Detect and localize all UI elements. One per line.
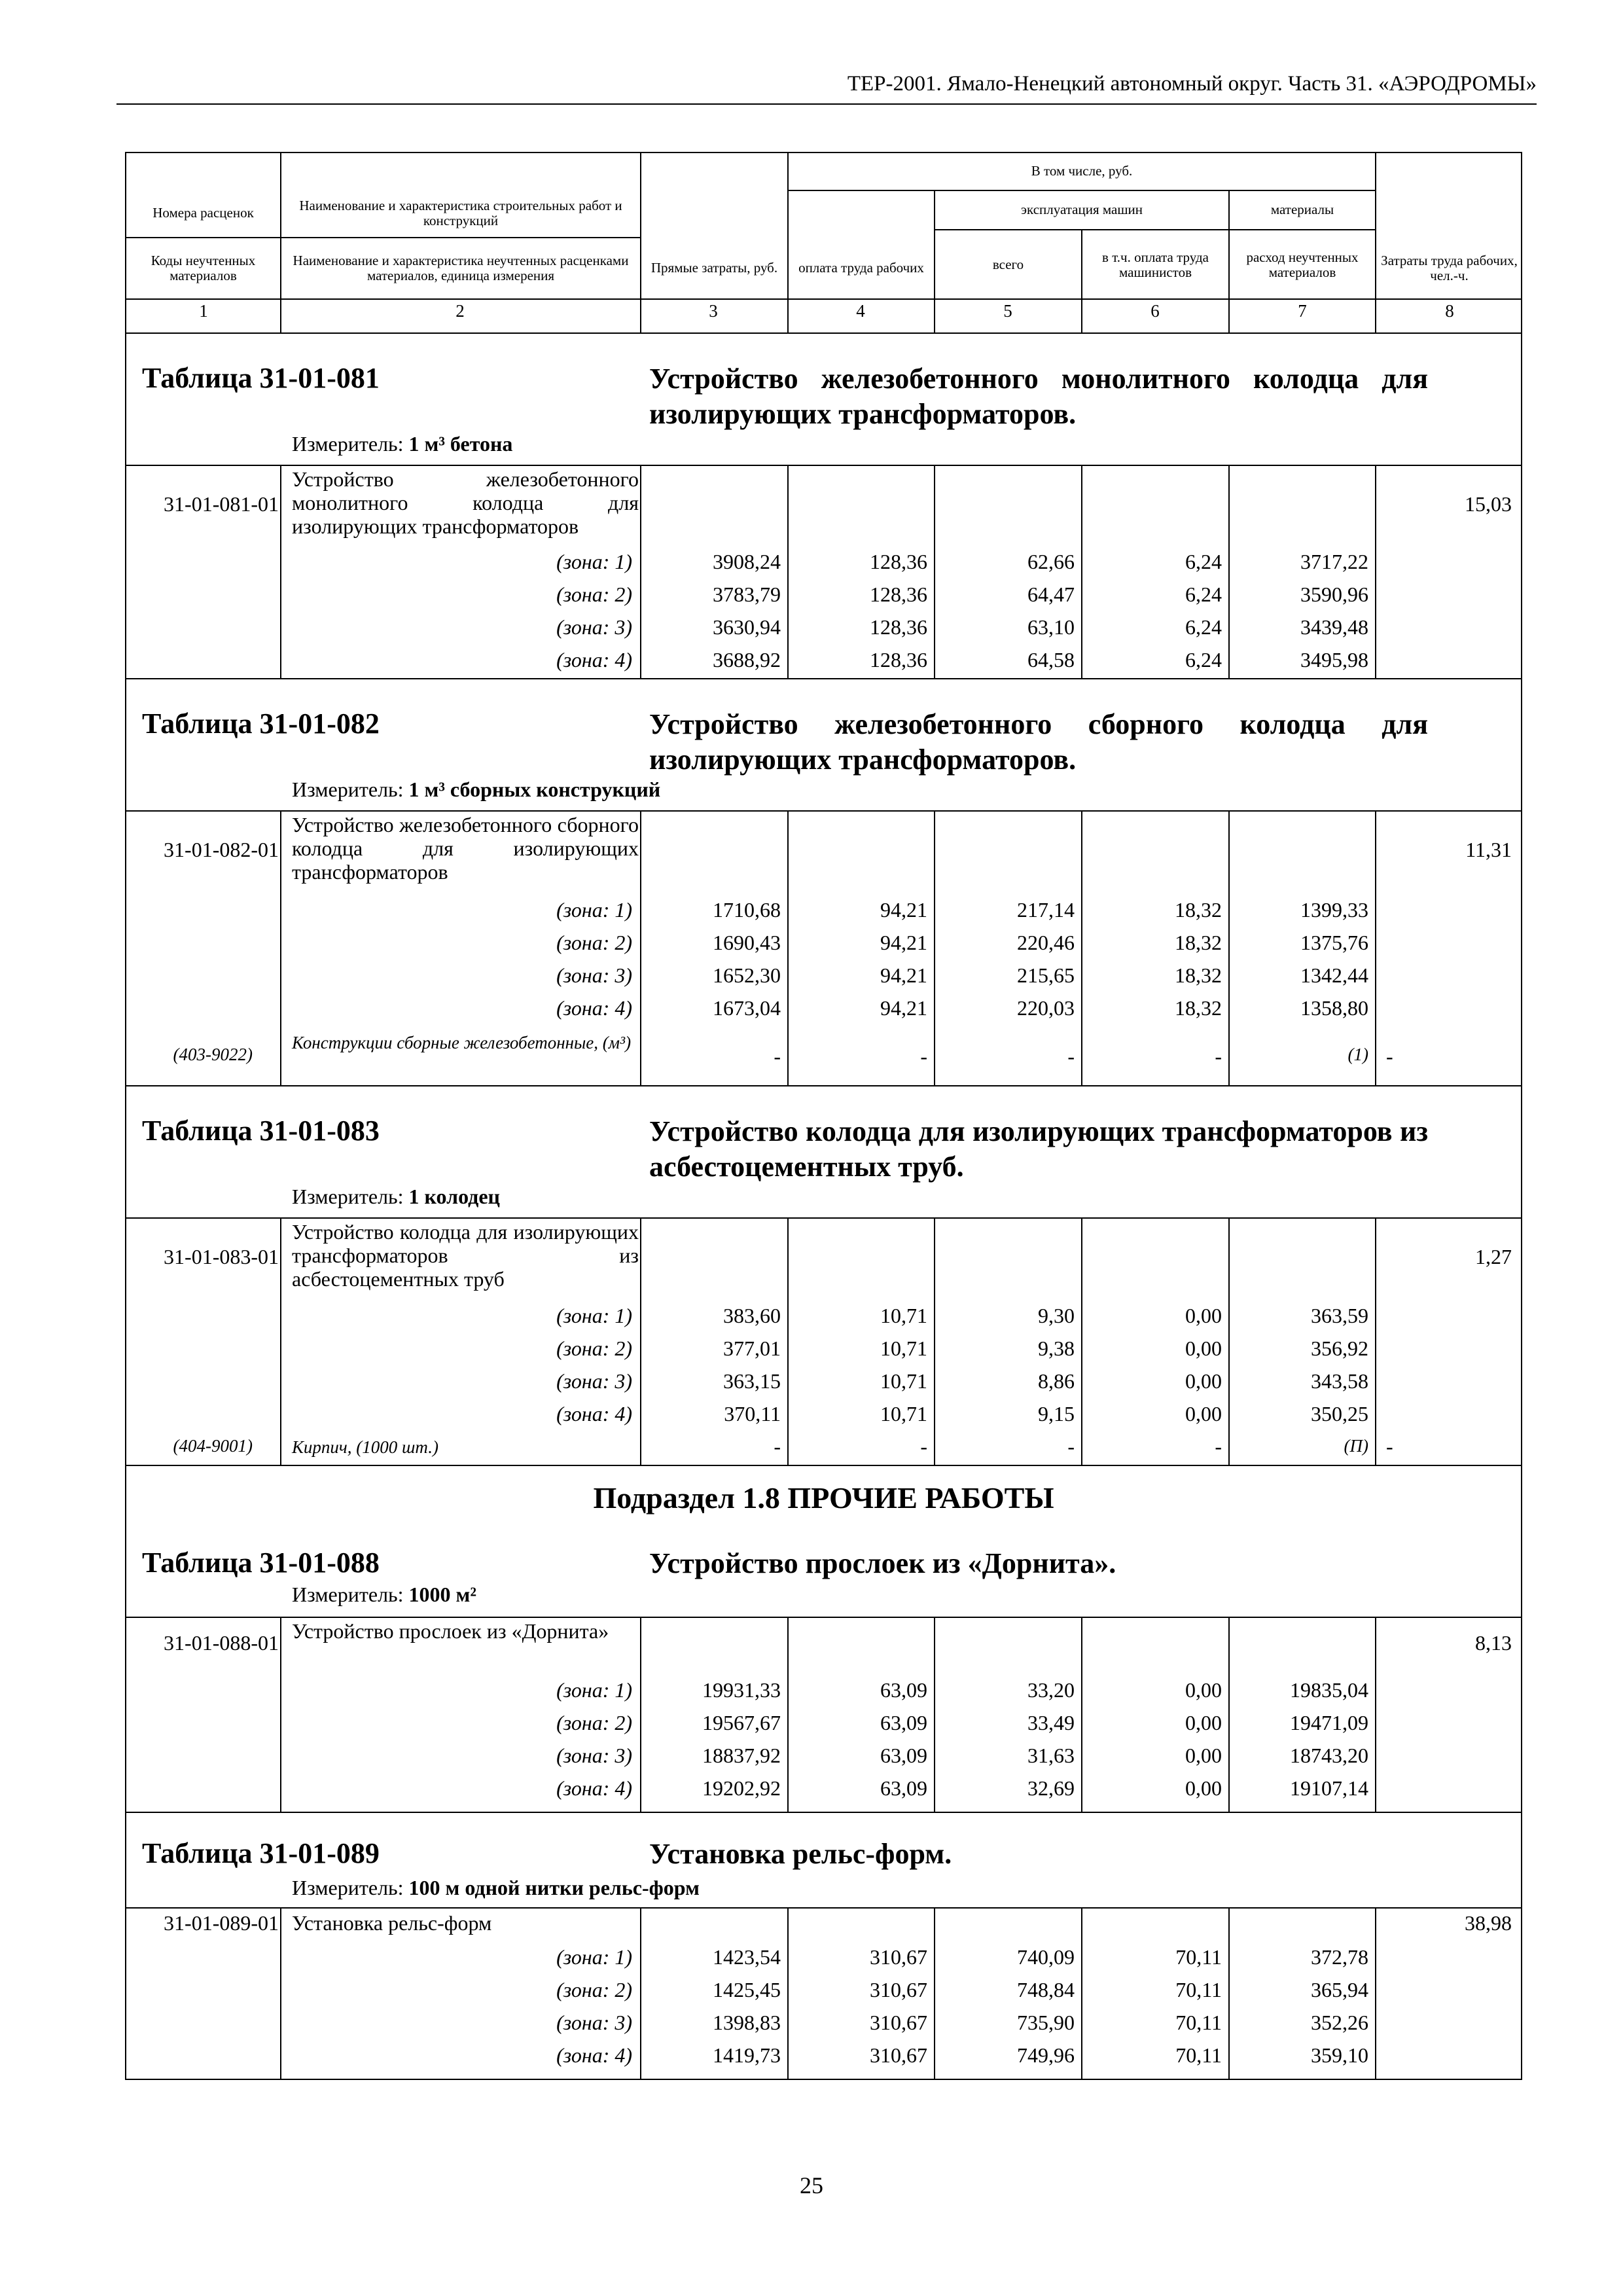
table-description: Установка рельс-форм. bbox=[649, 1838, 952, 1870]
zone-label: (зона: 1) bbox=[556, 1678, 632, 1702]
machines-total: 215,65 bbox=[1017, 963, 1075, 987]
wages: 10,71 bbox=[880, 1369, 927, 1393]
machines-total: 9,30 bbox=[1038, 1304, 1075, 1327]
materials-label: материалы bbox=[1270, 202, 1334, 218]
wages: 10,71 bbox=[880, 1304, 927, 1327]
zone-label: (зона: 2) bbox=[556, 931, 632, 954]
machinists-wages: 18,32 bbox=[1175, 931, 1222, 954]
zone-label: (зона: 2) bbox=[556, 583, 632, 606]
direct-cost: 1673,04 bbox=[713, 996, 781, 1020]
materials-cost: 1399,33 bbox=[1300, 898, 1368, 922]
machines-total: 32,69 bbox=[1027, 1776, 1075, 1800]
table-title: Таблица 31-01-081 bbox=[142, 362, 380, 394]
machinists-wages: 70,11 bbox=[1175, 2011, 1222, 2034]
direct-cost: 1398,83 bbox=[713, 2011, 781, 2034]
meter: Измеритель: 100 м одной нитки рельс-форм bbox=[292, 1876, 700, 1899]
machinists-wages: 6,24 bbox=[1185, 615, 1222, 639]
running-title: ТЕР-2001. Ямало-Ненецкий автономный округ. Часть 31. «АЭРОДРОМЫ» bbox=[847, 72, 1537, 96]
page-header bbox=[116, 72, 1537, 105]
materials-cost: 19471,09 bbox=[1290, 1711, 1368, 1734]
direct-cost: 363,15 bbox=[723, 1369, 781, 1393]
zone-label: (зона: 1) bbox=[556, 898, 632, 922]
incl-label: В том числе, руб. bbox=[1031, 163, 1133, 179]
machines-total: 220,46 bbox=[1017, 931, 1075, 954]
zone-label: (зона: 4) bbox=[556, 1402, 632, 1426]
wages: 310,67 bbox=[870, 2011, 927, 2034]
meter: Измеритель: 1 м³ сборных конструкций bbox=[292, 778, 661, 801]
work-name: Устройство железобетонного монолитного колодца для изолирующих трансформаторов bbox=[292, 467, 639, 538]
machines-total: 217,14 bbox=[1017, 898, 1075, 922]
materials-cost: 19835,04 bbox=[1290, 1678, 1368, 1702]
wages: 94,21 bbox=[880, 931, 927, 954]
zone-label: (зона: 4) bbox=[556, 2043, 632, 2067]
work-name: Устройство колодца для изолирующих трансформаторов из асбестоцементных труб bbox=[292, 1220, 639, 1291]
labor-cost: 11,31 bbox=[1465, 838, 1512, 861]
col3-label: Прямые затраты, руб. bbox=[651, 260, 778, 276]
materials-cost: 359,10 bbox=[1311, 2043, 1368, 2067]
table-title: Таблица 31-01-089 bbox=[142, 1837, 380, 1869]
materials-cost: 3439,48 bbox=[1300, 615, 1368, 639]
direct-cost: 3688,92 bbox=[713, 648, 781, 672]
wages: 63,09 bbox=[880, 1744, 927, 1767]
table-description: Устройство колодца для изолирующих трансформаторов из асбестоцементных труб. bbox=[649, 1115, 1428, 1183]
material-value: - bbox=[920, 1045, 927, 1068]
wages: 10,71 bbox=[880, 1402, 927, 1426]
machinists-wages: 18,32 bbox=[1175, 996, 1222, 1020]
zone-label: (зона: 2) bbox=[556, 1978, 632, 2001]
machinists-wages: 6,24 bbox=[1185, 583, 1222, 606]
column-number: 6 bbox=[1150, 301, 1160, 321]
direct-cost: 19567,67 bbox=[702, 1711, 781, 1734]
direct-cost: 1419,73 bbox=[713, 2043, 781, 2067]
zone-label: (зона: 4) bbox=[556, 648, 632, 672]
machinists-wages: 0,00 bbox=[1185, 1369, 1222, 1393]
table-description: Устройство прослоек из «Дорнита». bbox=[649, 1547, 1116, 1579]
machines-total: 33,49 bbox=[1027, 1711, 1075, 1734]
machinists-wages: 0,00 bbox=[1185, 1336, 1222, 1360]
subsection-title: Подраздел 1.8 ПРОЧИЕ РАБОТЫ bbox=[593, 1481, 1054, 1515]
material-value: - bbox=[1386, 1045, 1393, 1068]
machines-total: 8,86 bbox=[1038, 1369, 1075, 1393]
machines-total: 33,20 bbox=[1027, 1678, 1075, 1702]
rate-code: 31-01-081-01 bbox=[164, 492, 279, 516]
material-name: Кирпич, (1000 шт.) bbox=[292, 1437, 439, 1457]
column-number: 5 bbox=[1003, 301, 1012, 321]
col1-bottom-label: Коды неучтенных материалов bbox=[151, 252, 256, 283]
machines-total: 748,84 bbox=[1017, 1978, 1075, 2001]
material-value: - bbox=[1386, 1435, 1393, 1458]
rate-code: 31-01-089-01 bbox=[164, 1911, 279, 1935]
machines-total: 64,58 bbox=[1027, 648, 1075, 672]
direct-cost: 1652,30 bbox=[713, 963, 781, 987]
machinists-wages: 70,11 bbox=[1175, 1978, 1222, 2001]
wages: 94,21 bbox=[880, 963, 927, 987]
materials-cost: 3495,98 bbox=[1300, 648, 1368, 672]
machinists-wages: 70,11 bbox=[1175, 2043, 1222, 2067]
machinists-wages: 18,32 bbox=[1175, 963, 1222, 987]
rate-code: 31-01-088-01 bbox=[164, 1631, 279, 1655]
zone-label: (зона: 1) bbox=[556, 1945, 632, 1969]
material-consumption: (1) bbox=[1347, 1045, 1368, 1064]
materials-cost: 372,78 bbox=[1311, 1945, 1368, 1969]
direct-cost: 1425,45 bbox=[713, 1978, 781, 2001]
wages: 310,67 bbox=[870, 1945, 927, 1969]
machinists-wages: 0,00 bbox=[1185, 1304, 1222, 1327]
wages: 310,67 bbox=[870, 2043, 927, 2067]
wages: 63,09 bbox=[880, 1776, 927, 1800]
col8-label: Затраты труда рабочих, чел.-ч. bbox=[1381, 252, 1518, 283]
labor-cost: 38,98 bbox=[1465, 1911, 1512, 1935]
work-name: Устройство железобетонного сборного колодца для изолирующих трансформаторов bbox=[292, 813, 639, 884]
material-consumption: (П) bbox=[1344, 1436, 1368, 1456]
machines-total: 31,63 bbox=[1027, 1744, 1075, 1767]
table-description: Устройство железобетонного монолитного колодца для изолирующих трансформаторов. bbox=[649, 363, 1428, 430]
machines-total: 740,09 bbox=[1017, 1945, 1075, 1969]
machines-total: 220,03 bbox=[1017, 996, 1075, 1020]
material-value: - bbox=[1215, 1045, 1222, 1068]
meter: Измеритель: 1 колодец bbox=[292, 1185, 500, 1208]
material-value: - bbox=[1215, 1435, 1222, 1458]
wages: 63,09 bbox=[880, 1678, 927, 1702]
direct-cost: 377,01 bbox=[723, 1336, 781, 1360]
machinists-wages: 0,00 bbox=[1185, 1402, 1222, 1426]
col1-top-label: Номера расценок bbox=[152, 205, 254, 221]
materials-cost: 1342,44 bbox=[1300, 963, 1368, 987]
machinists-wages: 0,00 bbox=[1185, 1744, 1222, 1767]
wages: 310,67 bbox=[870, 1978, 927, 2001]
machinists-wages: 6,24 bbox=[1185, 648, 1222, 672]
materials-cost: 18743,20 bbox=[1290, 1744, 1368, 1767]
col2-top-label: Наименование и характеристика строительных работ и конструкций bbox=[299, 197, 622, 228]
zone-label: (зона: 2) bbox=[556, 1336, 632, 1360]
zone-label: (зона: 1) bbox=[556, 1304, 632, 1327]
col7-label: расход неучтенных материалов bbox=[1246, 249, 1359, 280]
column-number: 4 bbox=[856, 301, 865, 321]
work-name: Установка рельс-форм bbox=[292, 1911, 492, 1935]
column-number: 3 bbox=[709, 301, 718, 321]
zone-label: (зона: 1) bbox=[556, 550, 632, 573]
direct-cost: 1690,43 bbox=[713, 931, 781, 954]
materials-cost: 343,58 bbox=[1311, 1369, 1368, 1393]
work-name: Устройство прослоек из «Дорнита» bbox=[292, 1619, 609, 1643]
materials-cost: 350,25 bbox=[1311, 1402, 1368, 1426]
table-title: Таблица 31-01-083 bbox=[142, 1115, 380, 1147]
meter: Измеритель: 1000 м² bbox=[292, 1583, 476, 1606]
zone-label: (зона: 2) bbox=[556, 1711, 632, 1734]
material-code: (403-9022) bbox=[173, 1045, 253, 1064]
machines-total: 62,66 bbox=[1027, 550, 1075, 573]
materials-cost: 365,94 bbox=[1311, 1978, 1368, 2001]
direct-cost: 1423,54 bbox=[713, 1945, 781, 1969]
machines-total: 9,38 bbox=[1038, 1336, 1075, 1360]
col6-label: в т.ч. оплата труда машинистов bbox=[1102, 249, 1209, 280]
wages: 10,71 bbox=[880, 1336, 927, 1360]
page-number: 25 bbox=[800, 2172, 823, 2198]
material-code: (404-9001) bbox=[173, 1436, 253, 1456]
direct-cost: 3783,79 bbox=[713, 583, 781, 606]
machines-total: 735,90 bbox=[1017, 2011, 1075, 2034]
direct-cost: 19931,33 bbox=[702, 1678, 781, 1702]
rate-code: 31-01-083-01 bbox=[164, 1245, 279, 1268]
materials-cost: 19107,14 bbox=[1290, 1776, 1368, 1800]
table-title: Таблица 31-01-088 bbox=[142, 1547, 380, 1579]
material-value: - bbox=[1067, 1435, 1075, 1458]
col4-label: оплата труда рабочих bbox=[798, 260, 924, 276]
wages: 94,21 bbox=[880, 898, 927, 922]
meter: Измеритель: 1 м³ бетона bbox=[292, 432, 513, 456]
zone-label: (зона: 4) bbox=[556, 996, 632, 1020]
zone-label: (зона: 3) bbox=[556, 1369, 632, 1393]
rate-code: 31-01-082-01 bbox=[164, 838, 279, 861]
direct-cost: 383,60 bbox=[723, 1304, 781, 1327]
table-description: Устройство железобетонного сборного колодца для изолирующих трансформаторов. bbox=[649, 708, 1428, 776]
machines-total: 64,47 bbox=[1027, 583, 1075, 606]
material-value: - bbox=[774, 1045, 781, 1068]
table-title: Таблица 31-01-082 bbox=[142, 708, 380, 740]
wages: 128,36 bbox=[870, 615, 927, 639]
materials-cost: 1375,76 bbox=[1300, 931, 1368, 954]
wages: 128,36 bbox=[870, 648, 927, 672]
column-number: 8 bbox=[1445, 301, 1454, 321]
column-number: 7 bbox=[1298, 301, 1307, 321]
machinists-wages: 70,11 bbox=[1175, 1945, 1222, 1969]
materials-cost: 356,92 bbox=[1311, 1336, 1368, 1360]
column-number: 1 bbox=[199, 301, 208, 321]
materials-cost: 363,59 bbox=[1311, 1304, 1368, 1327]
wages: 94,21 bbox=[880, 996, 927, 1020]
direct-cost: 3908,24 bbox=[713, 550, 781, 573]
material-value: - bbox=[1067, 1045, 1075, 1068]
machinists-wages: 18,32 bbox=[1175, 898, 1222, 922]
machines-total: 9,15 bbox=[1038, 1402, 1075, 1426]
materials-cost: 3590,96 bbox=[1300, 583, 1368, 606]
materials-cost: 3717,22 bbox=[1300, 550, 1368, 573]
zone-label: (зона: 3) bbox=[556, 2011, 632, 2034]
labor-cost: 1,27 bbox=[1475, 1245, 1512, 1268]
material-value: - bbox=[920, 1435, 927, 1458]
materials-cost: 1358,80 bbox=[1300, 996, 1368, 1020]
labor-cost: 15,03 bbox=[1465, 492, 1512, 516]
col5-label: всего bbox=[992, 257, 1024, 273]
zone-label: (зона: 3) bbox=[556, 615, 632, 639]
material-name: Конструкции сборные железобетонные, (м³) bbox=[292, 1033, 632, 1052]
wages: 128,36 bbox=[870, 550, 927, 573]
machines-total: 63,10 bbox=[1027, 615, 1075, 639]
machines-total: 749,96 bbox=[1017, 2043, 1075, 2067]
column-number: 2 bbox=[455, 301, 465, 321]
machinists-wages: 6,24 bbox=[1185, 550, 1222, 573]
labor-cost: 8,13 bbox=[1475, 1631, 1512, 1655]
zone-label: (зона: 4) bbox=[556, 1776, 632, 1800]
wages: 128,36 bbox=[870, 583, 927, 606]
direct-cost: 370,11 bbox=[724, 1402, 781, 1426]
material-value: - bbox=[774, 1435, 781, 1458]
zone-label: (зона: 3) bbox=[556, 963, 632, 987]
direct-cost: 3630,94 bbox=[713, 615, 781, 639]
materials-cost: 352,26 bbox=[1311, 2011, 1368, 2034]
direct-cost: 19202,92 bbox=[702, 1776, 781, 1800]
wages: 63,09 bbox=[880, 1711, 927, 1734]
direct-cost: 18837,92 bbox=[702, 1744, 781, 1767]
machinists-wages: 0,00 bbox=[1185, 1678, 1222, 1702]
col2-bottom-label: Наименование и характеристика неучтенных расценками материалов, единица измерения bbox=[293, 252, 629, 283]
direct-cost: 1710,68 bbox=[713, 898, 781, 922]
machinists-wages: 0,00 bbox=[1185, 1776, 1222, 1800]
machinists-wages: 0,00 bbox=[1185, 1711, 1222, 1734]
machines-label: эксплуатация машин bbox=[1021, 202, 1143, 218]
zone-label: (зона: 3) bbox=[556, 1744, 632, 1767]
